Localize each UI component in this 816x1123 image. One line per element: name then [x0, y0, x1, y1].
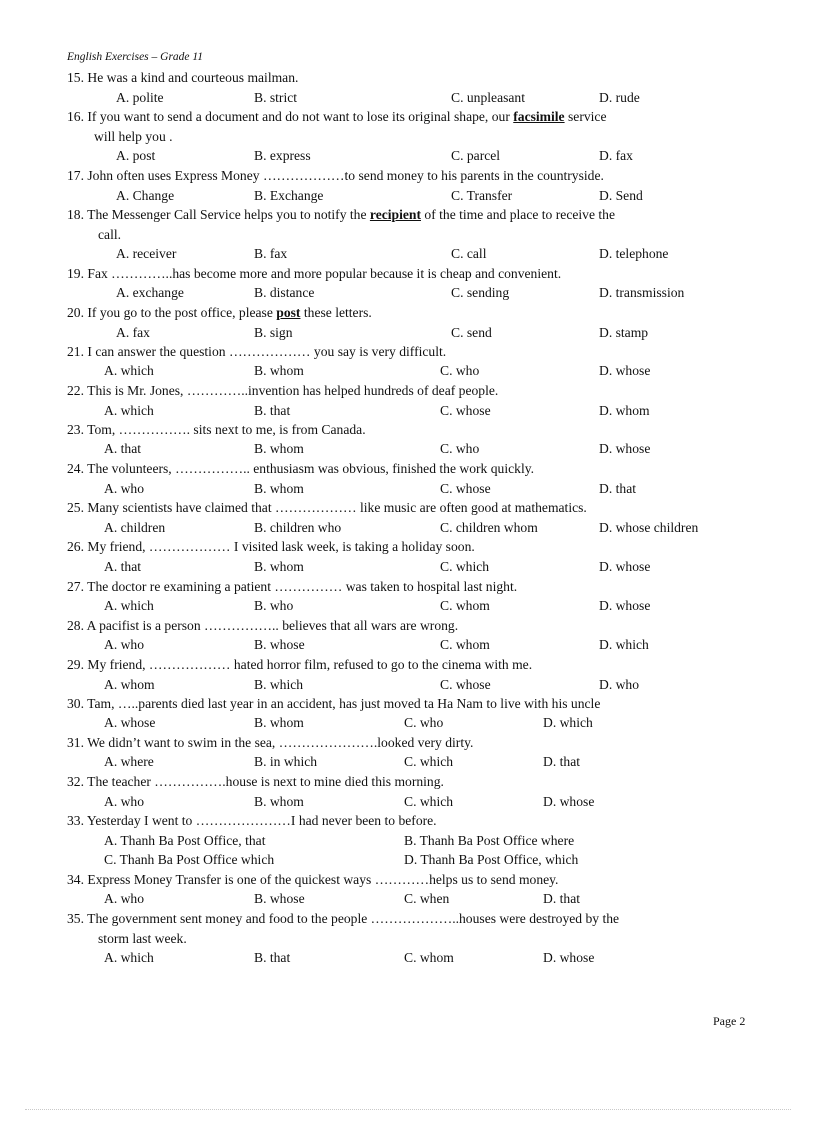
- option-30-a: A. whose: [104, 715, 156, 730]
- option-18-d: D. telephone: [599, 246, 669, 261]
- question-25: 25. Many scientists have claimed that ……………… like music are often good at mathematics.: [67, 500, 587, 515]
- question-15: 15. He was a kind and courteous mailman.: [67, 70, 299, 85]
- question-20: 20. If you go to the post office, please post these letters.: [67, 305, 372, 320]
- option-21-c: C. who: [440, 363, 480, 378]
- option-20-b: B. sign: [254, 325, 293, 340]
- option-26-b: B. whom: [254, 559, 304, 574]
- option-30-b: B. whom: [254, 715, 304, 730]
- option-16-c: C. parcel: [451, 148, 501, 163]
- option-23-d: D. whose: [599, 441, 651, 456]
- option-21-a: A. which: [104, 363, 154, 378]
- option-26-c: C. which: [440, 559, 490, 574]
- option-35-c: C. whom: [404, 950, 454, 965]
- keyword-recipient: recipient: [369, 207, 421, 222]
- option-27-d: D. whose: [599, 598, 651, 613]
- option-28-c: C. whom: [440, 637, 490, 652]
- option-31-a: A. where: [104, 754, 154, 769]
- option-35-a: A. which: [104, 950, 154, 965]
- question-35-line2: storm last week.: [98, 931, 187, 946]
- option-19-c: C. sending: [451, 285, 510, 300]
- option-21-b: B. whom: [254, 363, 304, 378]
- question-34: 34. Express Money Transfer is one of the quickest ways …………helps us to send money.: [67, 872, 559, 887]
- question-28: 28. A pacifist is a person …………….. believes that all wars are wrong.: [67, 618, 459, 633]
- option-26-a: A. that: [104, 559, 141, 574]
- question-30: 30. Tam, …..parents died last year in an accident, has just moved ta Ha Nam to live with his uncle: [67, 696, 601, 711]
- option-15-d: D. rude: [599, 90, 640, 105]
- option-31-c: C. which: [404, 754, 454, 769]
- question-18-line2: call.: [98, 227, 122, 242]
- question-24: 24. The volunteers, …………….. enthusiasm was obvious, finished the work quickly.: [67, 461, 535, 476]
- option-18-c: C. call: [451, 246, 487, 261]
- option-29-a: A. whom: [104, 677, 155, 692]
- option-32-d: D. whose: [543, 794, 595, 809]
- question-26: 26. My friend, ……………… I visited lask week, is taking a holiday soon.: [67, 539, 475, 554]
- option-25-a: A. children: [104, 520, 166, 535]
- option-25-c: C. children whom: [440, 520, 538, 535]
- option-18-a: A. receiver: [116, 246, 177, 261]
- keyword-facsimile: facsimile: [513, 109, 565, 124]
- question-23: 23. Tom, ……………. sits next to me, is from Canada.: [67, 422, 366, 437]
- option-16-a: A. post: [116, 148, 156, 163]
- option-30-d: D. which: [543, 715, 593, 730]
- option-34-c: C. when: [404, 891, 450, 906]
- option-34-a: A. who: [104, 891, 145, 906]
- question-22: 22. This is Mr. Jones, …………..invention has helped hundreds of deaf people.: [67, 383, 499, 398]
- option-24-a: A. who: [104, 481, 145, 496]
- option-24-c: C. whose: [440, 481, 491, 496]
- option-24-b: B. whom: [254, 481, 304, 496]
- option-16-b: B. express: [254, 148, 311, 163]
- question-31: 31. We didn’t want to swim in the sea, ………………….looked very dirty.: [67, 735, 474, 750]
- question-16-line2: will help you .: [94, 129, 173, 144]
- option-33-d: D. Thanh Ba Post Office, which: [404, 852, 579, 867]
- option-28-d: D. which: [599, 637, 649, 652]
- page-header: English Exercises – Grade 11: [67, 51, 204, 63]
- option-34-b: B. whose: [254, 891, 305, 906]
- option-22-c: C. whose: [440, 403, 491, 418]
- option-22-b: B. that: [254, 403, 291, 418]
- option-28-b: B. whose: [254, 637, 305, 652]
- question-33: 33. Yesterday I went to …………………I had never been to before.: [67, 813, 437, 828]
- option-25-d: D. whose children: [599, 520, 699, 535]
- option-15-a: A. polite: [116, 90, 164, 105]
- option-17-d: D. Send: [599, 188, 643, 203]
- option-35-b: B. that: [254, 950, 291, 965]
- option-32-c: C. which: [404, 794, 454, 809]
- option-19-d: D. transmission: [599, 285, 685, 300]
- question-19: 19. Fax …………..has become more and more popular because it is cheap and convenient.: [67, 266, 562, 281]
- question-16: 16. If you want to send a document and do not want to lose its original shape, our facsimile service: [67, 109, 607, 124]
- option-25-b: B. children who: [254, 520, 342, 535]
- option-16-d: D. fax: [599, 148, 633, 163]
- keyword-post: post: [276, 305, 301, 320]
- option-31-b: B. in which: [254, 754, 318, 769]
- option-33-b: B. Thanh Ba Post Office where: [404, 833, 575, 848]
- option-32-b: B. whom: [254, 794, 304, 809]
- option-20-d: D. stamp: [599, 325, 649, 340]
- question-17: 17. John often uses Express Money ………………to send money to his parents in the countryside.: [67, 168, 604, 183]
- page-number: Page 2: [713, 1014, 746, 1028]
- option-32-a: A. who: [104, 794, 145, 809]
- option-23-a: A. that: [104, 441, 141, 456]
- option-30-c: C. who: [404, 715, 444, 730]
- option-33-c: C. Thanh Ba Post Office which: [104, 852, 275, 867]
- option-15-c: C. unpleasant: [451, 90, 525, 105]
- option-27-a: A. which: [104, 598, 154, 613]
- option-28-a: A. who: [104, 637, 145, 652]
- page-divider: [25, 1109, 791, 1110]
- option-27-c: C. whom: [440, 598, 490, 613]
- question-35: 35. The government sent money and food to the people ………………..houses were destroyed by the: [67, 911, 620, 926]
- option-26-d: D. whose: [599, 559, 651, 574]
- question-27: 27. The doctor re examining a patient …………… was taken to hospital last night.: [67, 579, 518, 594]
- option-20-c: C. send: [451, 325, 492, 340]
- option-33-a: A. Thanh Ba Post Office, that: [104, 833, 266, 848]
- option-29-d: D. who: [599, 677, 640, 692]
- option-23-c: C. who: [440, 441, 480, 456]
- option-29-b: B. which: [254, 677, 304, 692]
- option-19-b: B. distance: [254, 285, 315, 300]
- option-17-a: A. Change: [116, 188, 175, 203]
- question-32: 32. The teacher …………….house is next to mine died this morning.: [67, 774, 444, 789]
- option-35-d: D. whose: [543, 950, 595, 965]
- option-22-d: D. whom: [599, 403, 650, 418]
- question-29: 29. My friend, ……………… hated horror film, refused to go to the cinema with me.: [67, 657, 533, 672]
- option-23-b: B. whom: [254, 441, 304, 456]
- option-15-b: B. strict: [254, 90, 298, 105]
- question-21: 21. I can answer the question ……………… you say is very difficult.: [67, 344, 447, 359]
- option-34-d: D. that: [543, 891, 580, 906]
- option-31-d: D. that: [543, 754, 580, 769]
- option-18-b: B. fax: [254, 246, 288, 261]
- option-17-b: B. Exchange: [254, 188, 324, 203]
- option-17-c: C. Transfer: [451, 188, 513, 203]
- option-24-d: D. that: [599, 481, 636, 496]
- option-22-a: A. which: [104, 403, 154, 418]
- option-27-b: B. who: [254, 598, 294, 613]
- option-19-a: A. exchange: [116, 285, 184, 300]
- option-29-c: C. whose: [440, 677, 491, 692]
- option-21-d: D. whose: [599, 363, 651, 378]
- option-20-a: A. fax: [116, 325, 150, 340]
- question-18: 18. The Messenger Call Service helps you to notify the recipient of the time and place to receive the: [67, 207, 615, 222]
